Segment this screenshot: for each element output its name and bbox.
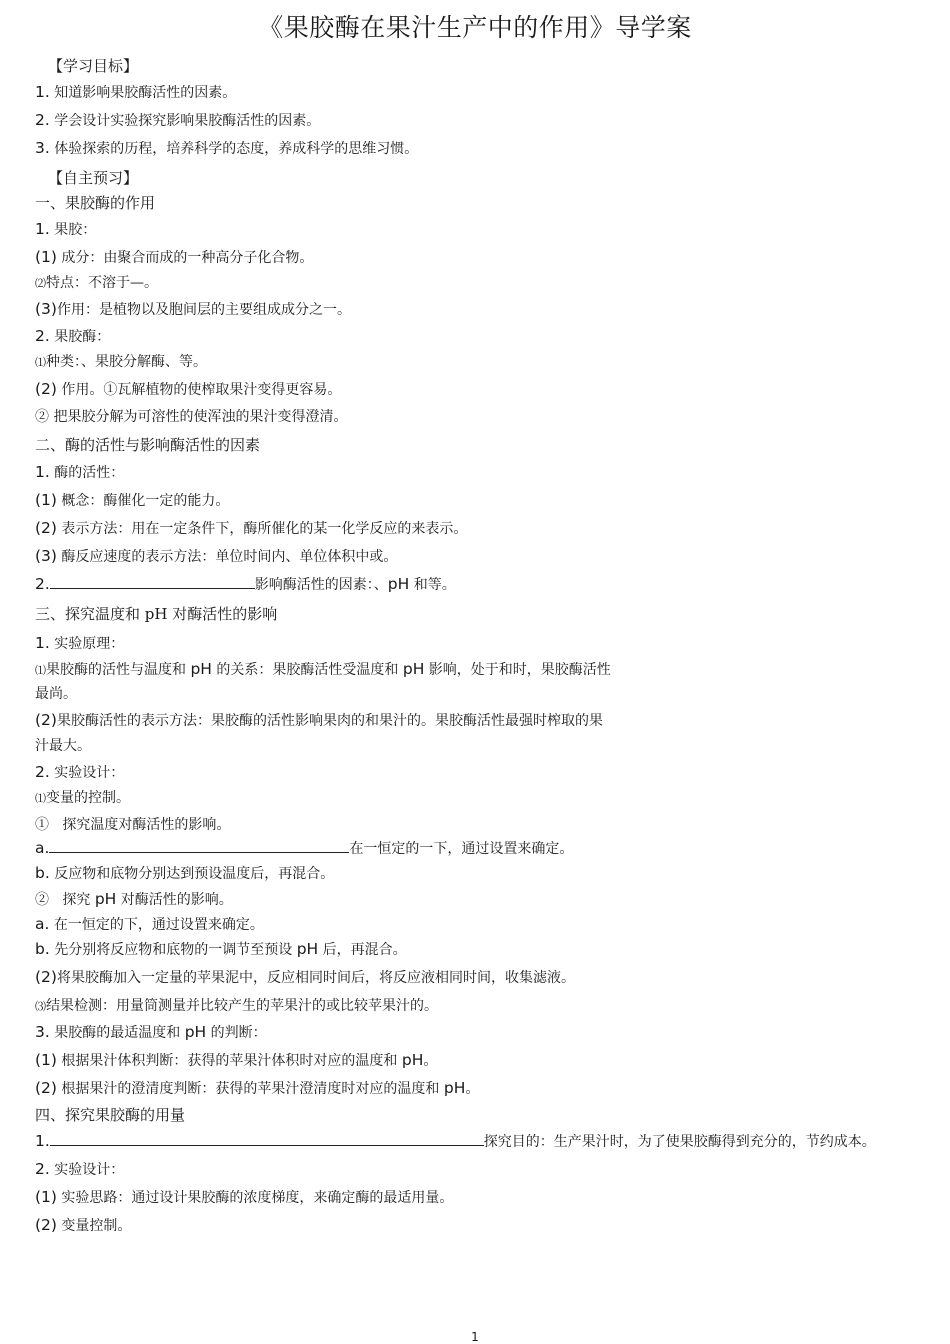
item-text: 。 bbox=[423, 1053, 438, 1069]
item-number: a. bbox=[35, 915, 50, 933]
text-line bbox=[35, 1159, 124, 1180]
item-number: a. bbox=[35, 839, 50, 857]
item-number: (3) bbox=[35, 300, 57, 318]
text-line bbox=[35, 633, 124, 654]
text-line: ② 把果胶分解为可溶性的使浑浊的果汁变得澄清。 bbox=[35, 409, 348, 425]
goal-line bbox=[35, 138, 418, 159]
text-line bbox=[35, 762, 124, 783]
text-line bbox=[35, 1078, 479, 1099]
text-line bbox=[35, 574, 456, 595]
text-line bbox=[35, 219, 96, 240]
fill-in-blank bbox=[49, 838, 349, 853]
text-line bbox=[35, 863, 334, 884]
text-line bbox=[35, 788, 130, 809]
item-number: (2) bbox=[35, 1216, 57, 1234]
item-text: 概念：酶催化一定的能力。 bbox=[61, 493, 230, 509]
text-line: 最尚。 bbox=[35, 686, 77, 702]
item-text: 探究目的：生产果汁时，为了使果胶酶得到充分的，节约成本。 bbox=[483, 1134, 876, 1150]
item-text: 在一恒定的下，通过设置来确定。 bbox=[53, 917, 264, 933]
text-line bbox=[35, 379, 341, 400]
text-line bbox=[35, 1050, 437, 1071]
section-self-preview: 【自主预习】 bbox=[48, 169, 139, 187]
text-line bbox=[35, 815, 230, 835]
item-number: (3) bbox=[35, 547, 57, 565]
text-line bbox=[35, 1187, 453, 1208]
item-text: 的判断： bbox=[206, 1025, 267, 1041]
text-line bbox=[35, 996, 438, 1017]
text-line: 汁最大。 bbox=[35, 738, 91, 754]
item-text: 影响，处于和时，果胶酶活性 bbox=[424, 662, 611, 678]
item-text: 变量的控制。 bbox=[46, 790, 130, 806]
item-number: b. bbox=[35, 940, 50, 958]
item-number: 2. bbox=[35, 327, 50, 345]
item-text: 根据果汁的澄清度判断：获得的苹果汁澄清度时对应的温度和 bbox=[61, 1081, 444, 1097]
item-number: (2) bbox=[35, 968, 57, 986]
item-text: 成分：由聚合而成的一种高分子化合物。 bbox=[61, 250, 314, 266]
item-text: 实验思路：通过设计果胶酶的浓度梯度，来确定酶的最适用量。 bbox=[61, 1190, 454, 1206]
item-text: 果胶： bbox=[54, 222, 97, 238]
item-number: 1. bbox=[35, 634, 50, 652]
item-text: 体验探索的历程，培养科学的态度，养成科学的思维习惯。 bbox=[54, 141, 419, 157]
section-learning-goals: 【学习目标】 bbox=[48, 57, 139, 75]
goal-line bbox=[35, 82, 236, 103]
text-line bbox=[35, 462, 124, 483]
item-text: 酶的活性： bbox=[54, 465, 125, 481]
page-title: 《果胶酶在果汁生产中的作用》导学案 bbox=[258, 13, 692, 42]
item-text: 和等。 bbox=[409, 577, 456, 593]
item-number: ⑴ bbox=[35, 356, 46, 369]
item-text: 反应物和底物分别达到预设温度后，再混合。 bbox=[54, 866, 335, 882]
section-heading: 二、酶的活性与影响酶活性的因素 bbox=[35, 436, 261, 454]
item-number: ② bbox=[35, 892, 49, 908]
item-number: 2. bbox=[35, 763, 50, 781]
item-number: ⑶ bbox=[35, 1000, 46, 1013]
page-number: 1 bbox=[471, 1330, 479, 1344]
heading-text: 三、探究温度和 bbox=[35, 605, 145, 623]
text-line bbox=[35, 352, 207, 373]
item-number: ⑵ bbox=[35, 277, 46, 290]
item-number: 1. bbox=[35, 83, 50, 101]
goal-line bbox=[35, 110, 320, 131]
item-text: 种类：、果胶分解酶、等。 bbox=[46, 354, 207, 370]
text-line bbox=[35, 1022, 267, 1043]
text-line bbox=[35, 326, 110, 347]
item-text: 的关系：果胶酶活性受温度和 bbox=[211, 662, 403, 678]
item-text: 探究 bbox=[62, 892, 95, 908]
item-number: b. bbox=[35, 864, 50, 882]
item-number: 1. bbox=[35, 1132, 50, 1150]
item-text: 果胶酶活性的表示方法：果胶酶的活性影响果肉的和果汁的。果胶酶活性最强时榨取的果 bbox=[56, 713, 603, 729]
item-text: 作用：是植物以及胞间层的主要组成成分之一。 bbox=[56, 302, 351, 318]
item-number: 3. bbox=[35, 1023, 50, 1041]
item-text: 果胶酶： bbox=[54, 329, 111, 345]
ph-text: pH bbox=[402, 660, 425, 678]
item-text: 特点：不溶于—。 bbox=[46, 275, 158, 291]
item-text: 对酶活性的影响。 bbox=[116, 892, 233, 908]
ph-text: pH bbox=[443, 1079, 466, 1097]
section-heading bbox=[35, 604, 277, 624]
text-line bbox=[35, 659, 611, 681]
ph-text: pH bbox=[387, 575, 410, 593]
item-text: 知道影响果胶酶活性的因素。 bbox=[54, 85, 237, 101]
item-number: ⑴ bbox=[35, 792, 46, 805]
fill-in-blank bbox=[50, 574, 255, 589]
fill-in-blank bbox=[50, 1131, 484, 1146]
ph-text: pH bbox=[144, 605, 168, 623]
ph-text: pH bbox=[94, 890, 117, 908]
item-number: (2) bbox=[35, 711, 57, 729]
item-text: 果胶酶的活性与温度和 bbox=[46, 662, 191, 678]
text-line bbox=[35, 914, 264, 935]
ph-text: pH bbox=[296, 940, 319, 958]
text-line bbox=[35, 299, 351, 320]
item-text: 表示方法：用在一定条件下，酶所催化的某一化学反应的来表示。 bbox=[61, 521, 468, 537]
item-text: 。 bbox=[465, 1081, 480, 1097]
item-number: 1. bbox=[35, 220, 50, 238]
item-number: 2. bbox=[35, 1160, 50, 1178]
text-line bbox=[35, 273, 158, 294]
text-line bbox=[35, 490, 229, 511]
text-line bbox=[35, 546, 397, 567]
text-line bbox=[35, 939, 407, 960]
item-text: 作用。①瓦解植物的使榨取果汁变得更容易。 bbox=[61, 382, 342, 398]
text-line bbox=[35, 518, 467, 539]
item-text: 根据果汁体积判断：获得的苹果汁体积时对应的温度和 bbox=[61, 1053, 402, 1069]
item-number: ① bbox=[35, 817, 49, 833]
item-number: ⑴ bbox=[35, 664, 46, 677]
item-number: (1) bbox=[35, 248, 57, 266]
item-text: 变量控制。 bbox=[61, 1218, 132, 1234]
item-text: 先分别将反应物和底物的一调节至预设 bbox=[54, 942, 297, 958]
item-number: 2. bbox=[35, 111, 50, 129]
item-number: (1) bbox=[35, 491, 57, 509]
item-text: 影响酶活性的因素：、 bbox=[254, 577, 388, 593]
item-text: 在一恒定的一下，通过设置来确定。 bbox=[349, 841, 574, 857]
item-number: (2) bbox=[35, 1079, 57, 1097]
item-number: (1) bbox=[35, 1051, 57, 1069]
item-text: 果胶酶的最适温度和 bbox=[54, 1025, 185, 1041]
item-text: 探究温度对酶活性的影响。 bbox=[62, 817, 231, 833]
item-number: (2) bbox=[35, 519, 57, 537]
text-line bbox=[35, 1215, 131, 1236]
text-line bbox=[35, 247, 313, 268]
text-line bbox=[35, 1131, 876, 1152]
ph-text: pH bbox=[190, 660, 212, 678]
item-text: 实验原理： bbox=[54, 636, 125, 652]
item-number: (2) bbox=[35, 380, 57, 398]
section-heading: 四、探究果胶酶的用量 bbox=[35, 1106, 186, 1124]
text-line bbox=[35, 967, 575, 988]
item-number: 3. bbox=[35, 139, 50, 157]
item-number: 1. bbox=[35, 463, 50, 481]
item-text: 学会设计实验探究影响果胶酶活性的因素。 bbox=[54, 113, 321, 129]
item-number: (1) bbox=[35, 1188, 57, 1206]
section-heading: 一、果胶酶的作用 bbox=[35, 194, 156, 212]
item-text: 结果检测：用量筒测量并比较产生的苹果汁的或比较苹果汁的。 bbox=[46, 998, 438, 1014]
heading-text: 对酶活性的影响 bbox=[167, 605, 278, 623]
item-text: 实验设计： bbox=[54, 765, 125, 781]
text-line bbox=[35, 889, 233, 910]
item-text: 酶反应速度的表示方法：单位时间内、单位体积中或。 bbox=[61, 549, 398, 565]
item-text: 后，再混合。 bbox=[318, 942, 407, 958]
item-text: 实验设计： bbox=[54, 1162, 125, 1178]
text-line bbox=[35, 710, 603, 731]
ph-text: pH bbox=[184, 1023, 207, 1041]
item-text: 将果胶酶加入一定量的苹果泥中，反应相同时间后，将反应液相同时间，收集滤液。 bbox=[56, 970, 575, 986]
text-line bbox=[35, 838, 573, 859]
ph-text: pH bbox=[401, 1051, 424, 1069]
item-number: 2. bbox=[35, 575, 50, 593]
